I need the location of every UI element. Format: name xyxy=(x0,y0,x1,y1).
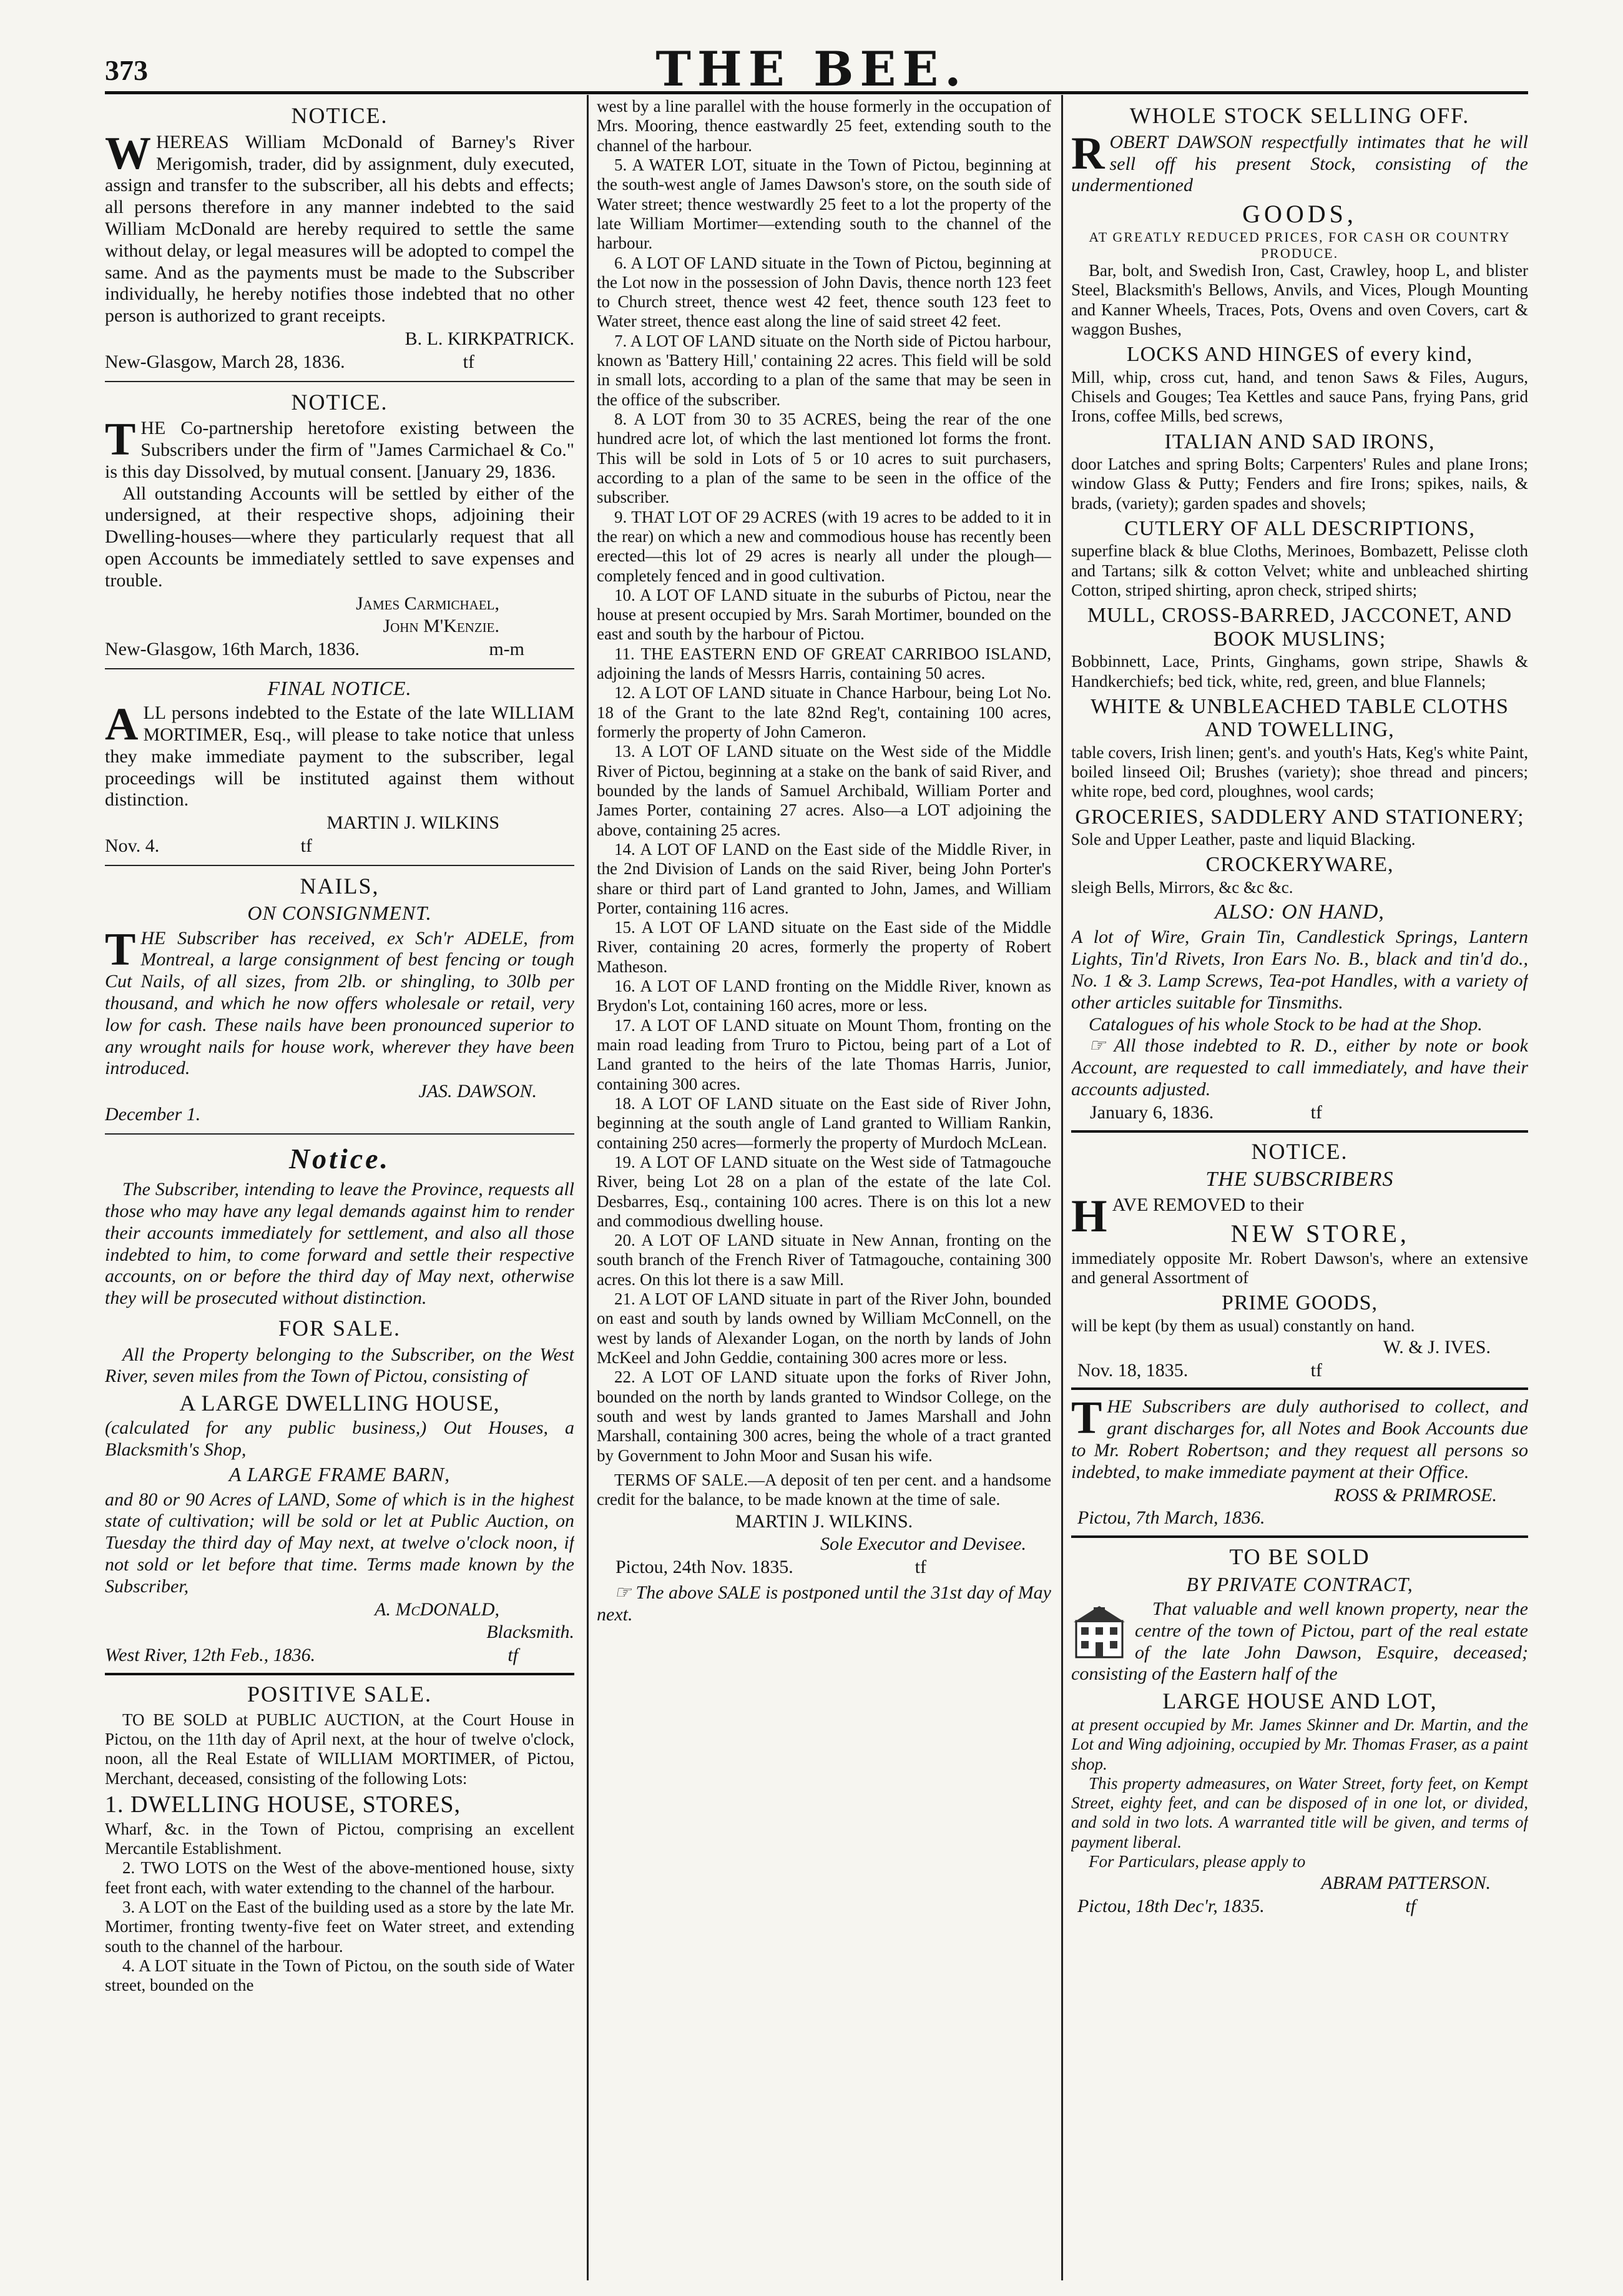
notice-heading: WHOLE STOCK SELLING OFF. xyxy=(1129,103,1470,128)
signature: John M'Kenzie. xyxy=(383,616,499,637)
column-1 xyxy=(105,97,574,2285)
notice-body: That valuable and well known property, near the centre of the town of Pictou, part of the real estate of the late John Dawson, Esquire, deceased; consisting of the Eastern half of the xyxy=(1071,1599,1528,1685)
notice-positive-sale xyxy=(105,1682,574,1996)
stock-text: Catalogues of his whole Stock to be had at the Shop. xyxy=(1089,1013,1483,1035)
signature: B. L. KIRKPATRICK. xyxy=(405,328,574,349)
ad-mark: tf xyxy=(1310,1359,1322,1381)
drop-cap: R xyxy=(1071,127,1105,179)
notice-subheading: BY PRIVATE CONTRACT, xyxy=(1186,1572,1413,1595)
pointing-hand-icon: ☞ xyxy=(614,1582,631,1603)
dateline: Nov. 18, 1835. xyxy=(1077,1359,1189,1381)
divider xyxy=(105,1673,574,1675)
stock-text: Mill, whip, cross cut, hand, and tenon Saws & Files, Augurs, Chisels and Gouges; Tea Kettles and sauce Pans, frying Pans, grid Irons, coffee Mills, bed screws, xyxy=(1071,367,1528,426)
signature: MARTIN J. WILKINS. xyxy=(735,1510,913,1532)
lot-text: 4. A LOT situate in the Town of Pictou, on the south side of Water street, bounded on the xyxy=(105,1956,574,1995)
lot-heading: DWELLING HOUSE, STORES, xyxy=(130,1791,461,1818)
stock-text: Sole and Upper Leather, paste and liquid Blacking. xyxy=(1071,829,1416,849)
column-2 xyxy=(597,97,1051,2285)
notice-new-store xyxy=(1071,1139,1528,1382)
ad-mark: tf xyxy=(914,1557,926,1578)
column-rule xyxy=(587,95,589,2280)
notice-mcdonald xyxy=(105,103,574,373)
divider xyxy=(105,381,574,382)
drop-cap: T xyxy=(105,924,136,975)
dateline: New-Glasgow, March 28, 1836. xyxy=(105,351,345,372)
ad-mark: tf xyxy=(1405,1896,1416,1917)
divider xyxy=(105,865,574,866)
lot-text: 15. A LOT OF LAND situate on the East side of the Middle River, containing 20 acres, formerly the property of Robert Matheson. xyxy=(597,918,1051,976)
notice-body: AVE REMOVED to their xyxy=(1112,1194,1304,1215)
lot-text: 21. A LOT OF LAND situate in part of the River John, bounded on east and south by lands owned by William McConnell, on the west by lands of Alexander Logan, on the north by lands of John McKeel and John Geddie, containing 300 acres more or less. xyxy=(597,1289,1051,1367)
lot-text: 10. A LOT OF LAND situate in the suburbs of Pictou, near the house at present occupied by Mrs. Sarah Mortimer, bounded on the east and south by the harbour of Pictou. xyxy=(597,585,1051,644)
lot-list xyxy=(597,155,1051,1466)
notice-body: (calculated for any public business,) Out Houses, a Blacksmith's Shop, xyxy=(105,1417,574,1460)
lot-text: 18. A LOT OF LAND situate on the East side of River John, beginning at the south angle of Land granted to William Rankin, containing 250 acres—formerly the property of Murdoch McLean. xyxy=(597,1093,1051,1152)
notice-whole-stock xyxy=(1071,103,1528,1124)
stock-text: table covers, Irish linen; gent's. and youth's Hats, Keg's white Paint, boiled linseed Oil; Brushes (variety); shoe thread and pincers; white rope, bed cord, ploughnes, wool cards; xyxy=(1071,742,1528,801)
notice-body: LL persons indebted to the Estate of the late WILLIAM MORTIMER, Esq., will please to take notice that unless they make immediate payment to the subscriber, legal proceedings will be instituted against them without distinction. xyxy=(105,702,574,810)
notice-final xyxy=(105,677,574,857)
notice-body: HE Subscriber has received, ex Sch'r ADELE, from Montreal, a large consignment of best fencing or tough Cut Nails, of all sizes, from 2lb. or shingling, to 30lb per thousand, and which he now offers wholesale or retail, very low for cash. These nails have been pronounced superior to any wrought nails for house work, wherever they have been introduced. xyxy=(105,927,574,1079)
lot-text: 16. A LOT OF LAND fronting on the Middle River, known as Brydon's Lot, containing 160 acres, more or less. xyxy=(597,977,1051,1015)
notice-leaving-province xyxy=(105,1142,574,1309)
notice-heading: Notice. xyxy=(288,1142,391,1175)
notice-body: All outstanding Accounts will be settled by either of the undersigned, at their respective shops, adjoining their Dwelling-houses—where they particularly request that all open Accounts be immediately settled to save expenses and trouble. xyxy=(105,483,574,591)
notice-heading: FOR SALE. xyxy=(278,1315,401,1341)
stock-text: ☞ All those indebted to R. D., either by note or book Account, are requested to call immediately, and have their accounts adjusted. xyxy=(1071,1035,1528,1100)
lot-text: 12. A LOT OF LAND situate in Chance Harbour, being Lot No. 18 of the Grant to the late 82nd Reg't, containing 100 acres, formerly the property of John Cameron. xyxy=(597,683,1051,741)
item-heading: A LARGE DWELLING HOUSE, xyxy=(179,1391,500,1416)
notice-heading: NOTICE. xyxy=(1251,1138,1348,1164)
signature: W. & J. IVES. xyxy=(1383,1336,1491,1357)
stock-text: superfine black & blue Cloths, Merinoes, Bombazett, Pelisse cloth and Tartans; silk & cotton Velvet; white and unbleached shirting Cotton, striped shirting, apron check, striped shirts; xyxy=(1071,541,1528,600)
dateline: Nov. 4. xyxy=(105,835,160,856)
stock-heading: MULL, CROSS-BARRED, JACCONET, AND BOOK MUSLINS; xyxy=(1087,604,1513,651)
lot-text: 6. A LOT OF LAND situate in the Town of Pictou, beginning at the Lot now in the possession of John Davis, thence north 123 feet to Church street, thence west 42 feet, thence south 123 feet to Water street, thence east along the line of said street 42 feet. xyxy=(597,253,1051,331)
stock-text: sleigh Bells, Mirrors, &c &c &c. xyxy=(1071,877,1293,897)
pointing-hand-icon: ☞ xyxy=(1089,1035,1106,1057)
goods-heading: GOODS, xyxy=(1242,200,1357,229)
notice-body: HE Co-partnership heretofore existing between the Subscribers under the firm of "James Carmichael & Co." is this day Dissolved, by mutual consent. [January 29, 1836. xyxy=(105,418,574,482)
divider xyxy=(1071,1387,1528,1390)
notice-body: For Particulars, please apply to xyxy=(1089,1852,1306,1871)
stock-heading: CROCKERYWARE, xyxy=(1205,853,1394,877)
lot-text: 20. A LOT OF LAND situate in New Annan, fronting on the south branch of the French River of Tatmagouche, containing 300 acres. On this lot there is a saw Mill. xyxy=(597,1231,1051,1289)
ad-mark: tf xyxy=(1310,1101,1322,1123)
goods-subheading: AT GREATLY REDUCED PRICES, FOR CASH OR COUNTRY PRODUCE. xyxy=(1089,229,1511,261)
notice-for-sale xyxy=(105,1316,574,1667)
lot-text: 11. THE EASTERN END OF GREAT CARRIBOO ISLAND, adjoining the lands of Messrs Harris, containing 50 acres. xyxy=(597,644,1051,683)
lot-text: 19. A LOT OF LAND situate on the West side of Tatmagouche River, being Lot 28 on a plan of the estate of the late Col. Desbarres, Esq., containing 100 acres. There is on this lot a new and commodious dwelling house. xyxy=(597,1152,1051,1230)
item-heading: A LARGE FRAME BARN, xyxy=(228,1463,451,1486)
lot-text: Wharf, &c. in the Town of Pictou, comprising an excellent Mercantile Establishment. xyxy=(105,1819,574,1858)
lot-number: 1. xyxy=(105,1791,124,1818)
dateline: December 1. xyxy=(105,1103,201,1125)
lot-text: 7. A LOT OF LAND situate on the North side of Pictou harbour, known as 'Battery Hill,' containing 22 acres. This field will be sold in small lots, according to a plan of the same that may be seen in the office of the subscriber. xyxy=(597,331,1051,409)
notice-heading: NAILS, xyxy=(300,873,380,899)
notice-body: and 80 or 90 Acres of LAND, Some of which is in the highest state of cultivation; will be sold or let at Public Auction, on Tuesday the third day of May next, at twelve o'clock noon, if not sold or let before that time. Terms made known by the Subscriber, xyxy=(105,1489,574,1597)
notice-heading: NOTICE. xyxy=(291,389,388,415)
notice-subheading: THE SUBSCRIBERS xyxy=(1205,1168,1394,1191)
lot-text: 5. A WATER LOT, situate in the Town of Pictou, beginning at the south-west angle of James Dawson's store, on the south side of Water street; thence westwardly 25 feet to a lot the property of the late William Mortimer—extending south to the channel of the harbour. xyxy=(597,155,1051,253)
signature: ROSS & PRIMROSE. xyxy=(1334,1484,1497,1505)
drop-cap: A xyxy=(105,699,139,751)
notice-nails xyxy=(105,874,574,1126)
dateline: New-Glasgow, 16th March, 1836. xyxy=(105,639,360,660)
masthead: THE BEE. xyxy=(655,41,968,97)
house-icon xyxy=(1071,1602,1127,1660)
stock-heading: WHITE & UNBLEACHED TABLE CLOTHS AND TOWELLING, xyxy=(1091,694,1509,742)
stock-heading: ALSO: ON HAND, xyxy=(1215,900,1385,924)
dateline: Pictou, 7th March, 1836. xyxy=(1077,1507,1265,1529)
notice-heading: TO BE SOLD xyxy=(1229,1544,1370,1570)
notice-body: immediately opposite Mr. Robert Dawson's, where an extensive and general Assortment of xyxy=(1071,1248,1528,1287)
stock-text: Bar, bolt, and Swedish Iron, Cast, Crawley, hoop L, and blister Steel, Blacksmith's Bellows, Anvils, and Vices, Plough Mounting and Kanner Wheels, Traces, Pots, Ovens and oven Covers, cart & waggon Bushes, xyxy=(1071,261,1528,339)
drop-cap: T xyxy=(1071,1392,1102,1444)
drop-cap: T xyxy=(105,414,136,466)
stock-heading: CUTLERY OF ALL DESCRIPTIONS, xyxy=(1124,517,1475,541)
dateline: Pictou, 24th Nov. 1835. xyxy=(615,1557,793,1578)
lot-text: 8. A LOT from 30 to 35 ACRES, being the rear of the one hundred acre lot, of which the last mentioned lot forms the front. This will be sold in Lots of 5 or 10 acres to suit purchasers, according to a plan of the same to be seen in the office of the subscriber. xyxy=(597,410,1051,507)
notice-body: HEREAS William McDonald of Barney's River Merigomish, trader, did by assignment, duly executed, assign and transfer to the subscriber, all his debts and effects; all persons therefore in any manner indebted to the said William McDonald are hereby required to settle the same without delay, or legal measures will be adopted to compel the same. And as the payments must be made to the Subscriber individually, he hereby notifies those indebted that no other person is authorized to grant receipts. xyxy=(105,131,574,327)
goods-heading: PRIME GOODS, xyxy=(1221,1291,1378,1315)
lot-text: 3. A LOT on the East of the building used as a store by the late Mr. Mortimer, fronting twenty-five feet on Water street, and extending south to the channel of the harbour. xyxy=(105,1897,574,1956)
ad-mark: tf xyxy=(300,835,312,856)
divider xyxy=(1071,1130,1528,1133)
notice-body: All the Property belonging to the Subscriber, on the West River, seven miles from the Town of Pictou, consisting of xyxy=(105,1344,574,1387)
notice-body: at present occupied by Mr. James Skinner and Dr. Martin, and the Lot and Wing adjoining, occupied by Mr. Thomas Fraser, as a paint shop. xyxy=(1071,1715,1528,1773)
divider xyxy=(105,1133,574,1135)
notice-subheading: ON CONSIGNMENT. xyxy=(247,902,432,925)
dateline: Pictou, 18th Dec'r, 1835. xyxy=(1077,1896,1265,1917)
signature: MARTIN J. WILKINS xyxy=(326,812,499,834)
stock-heading: LOCKS AND HINGES of every kind, xyxy=(1126,343,1473,367)
signature-title: Sole Executor and Devisee. xyxy=(820,1534,1026,1555)
signature: ABRAM PATTERSON. xyxy=(1321,1873,1491,1894)
column-3 xyxy=(1071,97,1528,2285)
page-header xyxy=(0,0,1623,97)
lot-text: 17. A LOT OF LAND situate on Mount Thom, fronting on the main road leading from Truro to Pictou, being part of a Lot of Land granted to the heirs of the late Thomas Harris, Junior, containing 300 acres. xyxy=(597,1015,1051,1093)
drop-cap: W xyxy=(105,127,151,179)
drop-cap: H xyxy=(1071,1190,1107,1242)
lot-text: west by a line parallel with the house formerly in the occupation of Mrs. Mooring, thence eastwardly 25 feet, extending south to the channel of the harbour. xyxy=(597,97,1051,155)
stock-text: door Latches and spring Bolts; Carpenters' Rules and plane Irons; window Glass & Putty; Fenders and fire Irons; spikes, nails, & brads, (variety); garden spades and shovels; xyxy=(1071,455,1528,513)
stock-heading: ITALIAN AND SAD IRONS, xyxy=(1164,430,1435,453)
divider xyxy=(1071,1535,1528,1538)
store-heading: NEW STORE, xyxy=(1230,1219,1410,1248)
header-rule xyxy=(105,91,1528,94)
terms-of-sale: TERMS OF SALE.—A deposit of ten per cent. and a handsome credit for the balance, to be made known at the time of sale. xyxy=(597,1470,1051,1509)
signature: James Carmichael, xyxy=(356,593,499,614)
lot-text: 2. TWO LOTS on the West of the above-mentioned house, sixty feet front each, with water extending to the channel of the harbour. xyxy=(105,1858,574,1897)
notice-heading: POSITIVE SALE. xyxy=(247,1681,432,1707)
stock-text: A lot of Wire, Grain Tin, Candlestick Springs, Lantern Lights, Tin'd Rivets, Iron Ears No. B., black and tin'd do., No. 1 & 3. Lamp Screws, Tea-pot Handles, with a variety of other articles suitable for Tinsmiths. xyxy=(1071,927,1528,1013)
notice-body: The Subscriber, intending to leave the Province, requests all those who may have any legal demands against him to render their accounts immediately for settlement, and also all those indebted to him, to come forward and settle their respective accounts, on or before the third day of May next, otherwise they will be prosecuted without distinction. xyxy=(105,1179,574,1309)
lot-text: 22. A LOT OF LAND situate upon the forks of River John, bounded on the north by lands granted to Windsor College, on the south and west by lands granted to James Marshall and John Marshall, containing 300 acres, being the whole of a tract granted by Government to John Moor and Susan his wife. xyxy=(597,1367,1051,1465)
lot-text: 9. THAT LOT OF 29 ACRES (with 19 acres to be added to it in the rear) on which a new and commodious house has recently been erected—this lot of 29 acres is nearly all under the plough—completely fenced and in good cultivation. xyxy=(597,507,1051,585)
column-rule xyxy=(1061,95,1063,2280)
dateline: West River, 12th Feb., 1836. xyxy=(105,1645,316,1666)
notice-body: HE Subscribers are duly authorised to collect, and grant discharges for, all Notes and Book Accounts due to Mr. Robert Robertson; and they request all persons so indebted, to make immediate payment at their Office. xyxy=(1071,1396,1528,1482)
divider xyxy=(105,668,574,669)
notice-carmichael xyxy=(105,390,574,661)
signature: A. McDONALD, xyxy=(375,1599,499,1620)
ad-mark: m-m xyxy=(489,639,524,660)
signature-title: Blacksmith. xyxy=(486,1622,574,1643)
postponed-note: ☞ The above SALE is postponed until the 31st day of May next. xyxy=(597,1582,1051,1625)
notice-heading: NOTICE. xyxy=(291,103,388,128)
notice-body: OBERT DAWSON respectfully intimates that he will sell off his present Stock, consisting of the undermentioned xyxy=(1071,131,1528,196)
lot-text: 14. A LOT OF LAND on the East side of the Middle River, in the 2nd Division of Lands on the said River, being John Porter's share or third part of Land granted to John, James, and William Porter, containing 116 acres. xyxy=(597,839,1051,917)
notice-heading: FINAL NOTICE. xyxy=(267,677,412,700)
page-number: 373 xyxy=(105,54,148,86)
ad-mark: tf xyxy=(507,1645,518,1666)
dateline: January 6, 1836. xyxy=(1090,1101,1214,1123)
notice-body: This property admeasures, on Water Street, forty feet, on Kempt Street, eighty feet, and can be disposed of in one lot, or divided, and sold in two lots. A warranted title will be given, and terms of payment liberal. xyxy=(1071,1773,1528,1851)
stock-heading: GROCERIES, SADDLERY AND STATIONERY; xyxy=(1075,805,1524,829)
notice-ross-primrose xyxy=(1071,1392,1528,1529)
ad-mark: tf xyxy=(463,351,474,372)
signature: JAS. DAWSON. xyxy=(418,1081,537,1102)
stock-text: Bobbinnett, Lace, Prints, Ginghams, gown stripe, Shawls & Handkerchiefs; bed tick, white, red, green, and blue Flannels; xyxy=(1071,652,1528,691)
property-heading: LARGE HOUSE AND LOT, xyxy=(1162,1688,1437,1714)
notice-private-contract xyxy=(1071,1544,1528,1918)
lot-text: 13. A LOT OF LAND situate on the West side of the Middle River of Pictou, beginning at a stake on the bank of said River, and bounded by the lands of Samuel Archibald, William Porter and James Porter, containing 27 acres. Also—a LOT adjoining the above, containing 25 acres. xyxy=(597,742,1051,839)
notice-body: will be kept (by them as usual) constantly on hand. xyxy=(1071,1316,1415,1335)
notice-body: TO BE SOLD at PUBLIC AUCTION, at the Court House in Pictou, on the 11th day of April next, at the hour of twelve o'clock, noon, all the Real Estate of WILLIAM MORTIMER, of Pictou, Merchant, deceased, consisting of the following Lots: xyxy=(105,1710,574,1788)
